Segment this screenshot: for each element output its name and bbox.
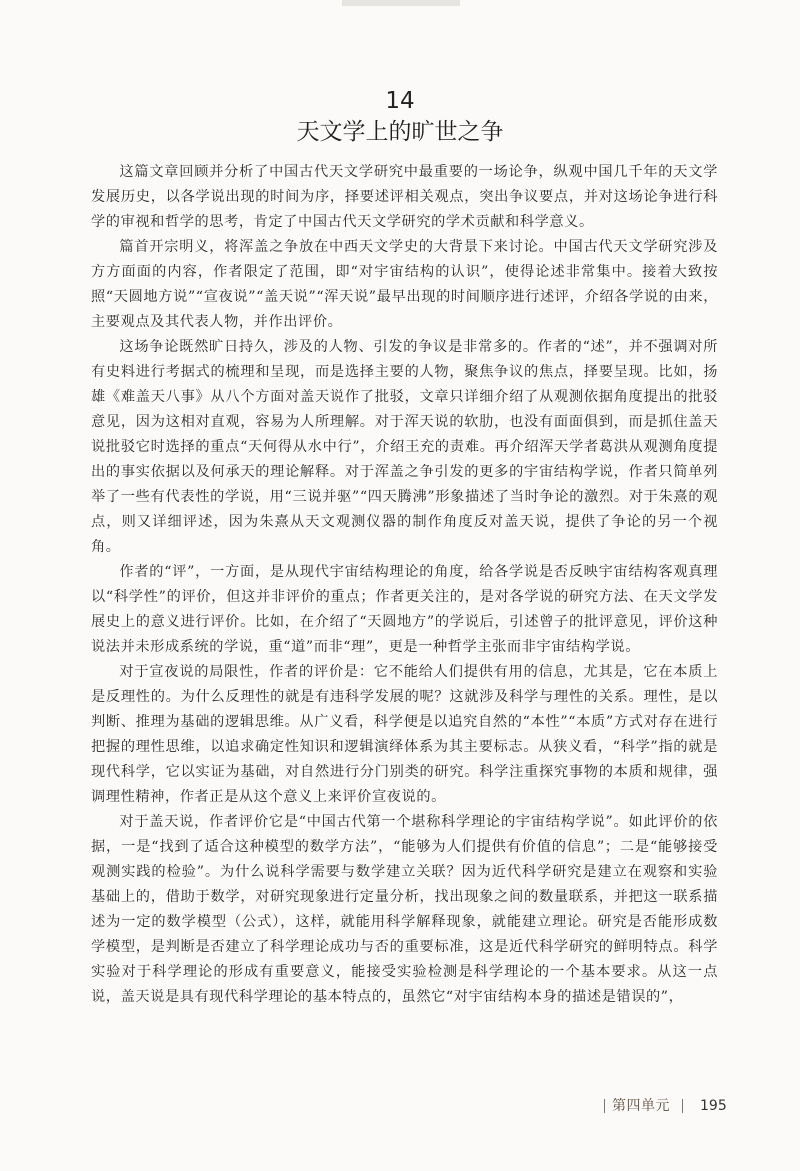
paragraph-4: 作者的“评”，一方面，是从现代宇宙结构理论的角度，给各学说是否反映宇宙结构客观真理以“科学性”的评价，但这并非评价的重点；作者更关注的，是对各学说的研究方法、在天文学发展史上的意义进行评价。比如，在介绍了“天圆地方”的学说后，引述曾子的批评意见，评价这种说法并未形成系统的学说，重“道”而非“理”，更是一种哲学主张而非宇宙结构学说。 [91,564,718,655]
paragraph-2: 篇首开宗明义，将浑盖之争放在中西天文学史的大背景下来讨论。中国古代天文学研究涉及方方面面的内容，作者限定了范围，即“对宇宙结构的认识”，使得论述非常集中。接着大致按照“天圆地方说”“宣夜说”“盖天说”“浑天说”最早出现的时间顺序进行述评，介绍各学说的由来，主要观点及其代表人物，并作出评价。 [91,239,718,330]
footer-divider-left [604,1099,605,1113]
chapter-heading [0,86,800,148]
page-number: 195 [700,1098,727,1114]
chapter-title: 天文学上的旷世之争 [296,119,504,145]
chapter-number: 14 [385,88,415,114]
unit-label: 第四单元 [612,1098,670,1114]
paragraph-6: 对于盖天说，作者评价它是“中国古代第一个堪称科学理论的宇宙结构学说”。如此评价的依据，一是“找到了适合这种模型的数学方法”，“能够为人们提供有价值的信息”；二是“能够接受观测实践的检验”。为什么说科学需要与数学建立关联？因为近代科学研究是建立在观察和实验基础上的，借助于数学，对研究现象进行定量分析，找出现象之间的数量联系，并把这一联系描述为一定的数学模型（公式），这样，就能用科学解释现象，就能建立理论。研究是否能形成数学模型，是判断是否建立了科学理论成功与否的重要标准，这是近代科学研究的鲜明特点。科学实验对于科学理论的形成有重要意义，能接受实验检测是科学理论的一个基本要求。从这一点说，盖天说是具有现代科学理论的基本特点的，虽然它“对宇宙结构本身的描述是错误的”， [91,814,718,1005]
paragraph-5: 对于宣夜说的局限性，作者的评价是：它不能给人们提供有用的信息，尤其是，它在本质上是反理性的。为什么反理性的就是有违科学发展的呢？这就涉及科学与理性的关系。理性，是以判断、推理为基础的逻辑思维。从广义看，科学便是以追究自然的“本性”“本质”方式对存在进行把握的理性思维，以追求确定性知识和逻辑演绎体系为其主要标志。从狭义看，“科学”指的就是现代科学，它以实证为基础，对自然进行分门别类的研究。科学注重探究事物的本质和规律，强调理性精神，作者正是从这个意义上来评价宣夜说的。 [91,664,718,805]
article-body [91,160,718,1010]
top-edge-mark [342,0,460,6]
paragraph-1: 这篇文章回顾并分析了中国古代天文学研究中最重要的一场论争，纵观中国几千年的天文学发展历史，以各学说出现的时间为序，择要述评相关观点，突出争议要点，并对这场论争进行科学的审视和哲学的思考，肯定了中国古代天文学研究的学术贡献和科学意义。 [91,164,718,230]
footer-divider-right [682,1099,683,1113]
paragraph-3: 这场争论既然旷日持久，涉及的人物、引发的争议是非常多的。作者的“述”，并不强调对所有史料进行考据式的梳理和呈现，而是选择主要的人物，聚焦争议的焦点，择要呈现。比如，扬雄《难盖天八事》从八个方面对盖天说作了批驳，文章只详细介绍了从观测依据角度提出的批驳意见，因为这相对直观，容易为人所理解。对于浑天说的软肋，也没有面面俱到，而是抓住盖天说批驳它时选择的重点“天何得从水中行”，介绍王充的责难。再介绍浑天学者葛洪从观测角度提出的事实依据以及何承天的理论解释。对于浑盖之争引发的更多的宇宙结构学说，作者只简单列举了一些有代表性的学说，用“三说并驱”“四天腾沸”形象描述了当时争论的激烈。对于朱熹的观点，则又详细评述，因为朱熹从天文观测仪器的制作角度反对盖天说，提供了争论的另一个视角。 [91,339,718,555]
page-footer [0,1094,800,1118]
